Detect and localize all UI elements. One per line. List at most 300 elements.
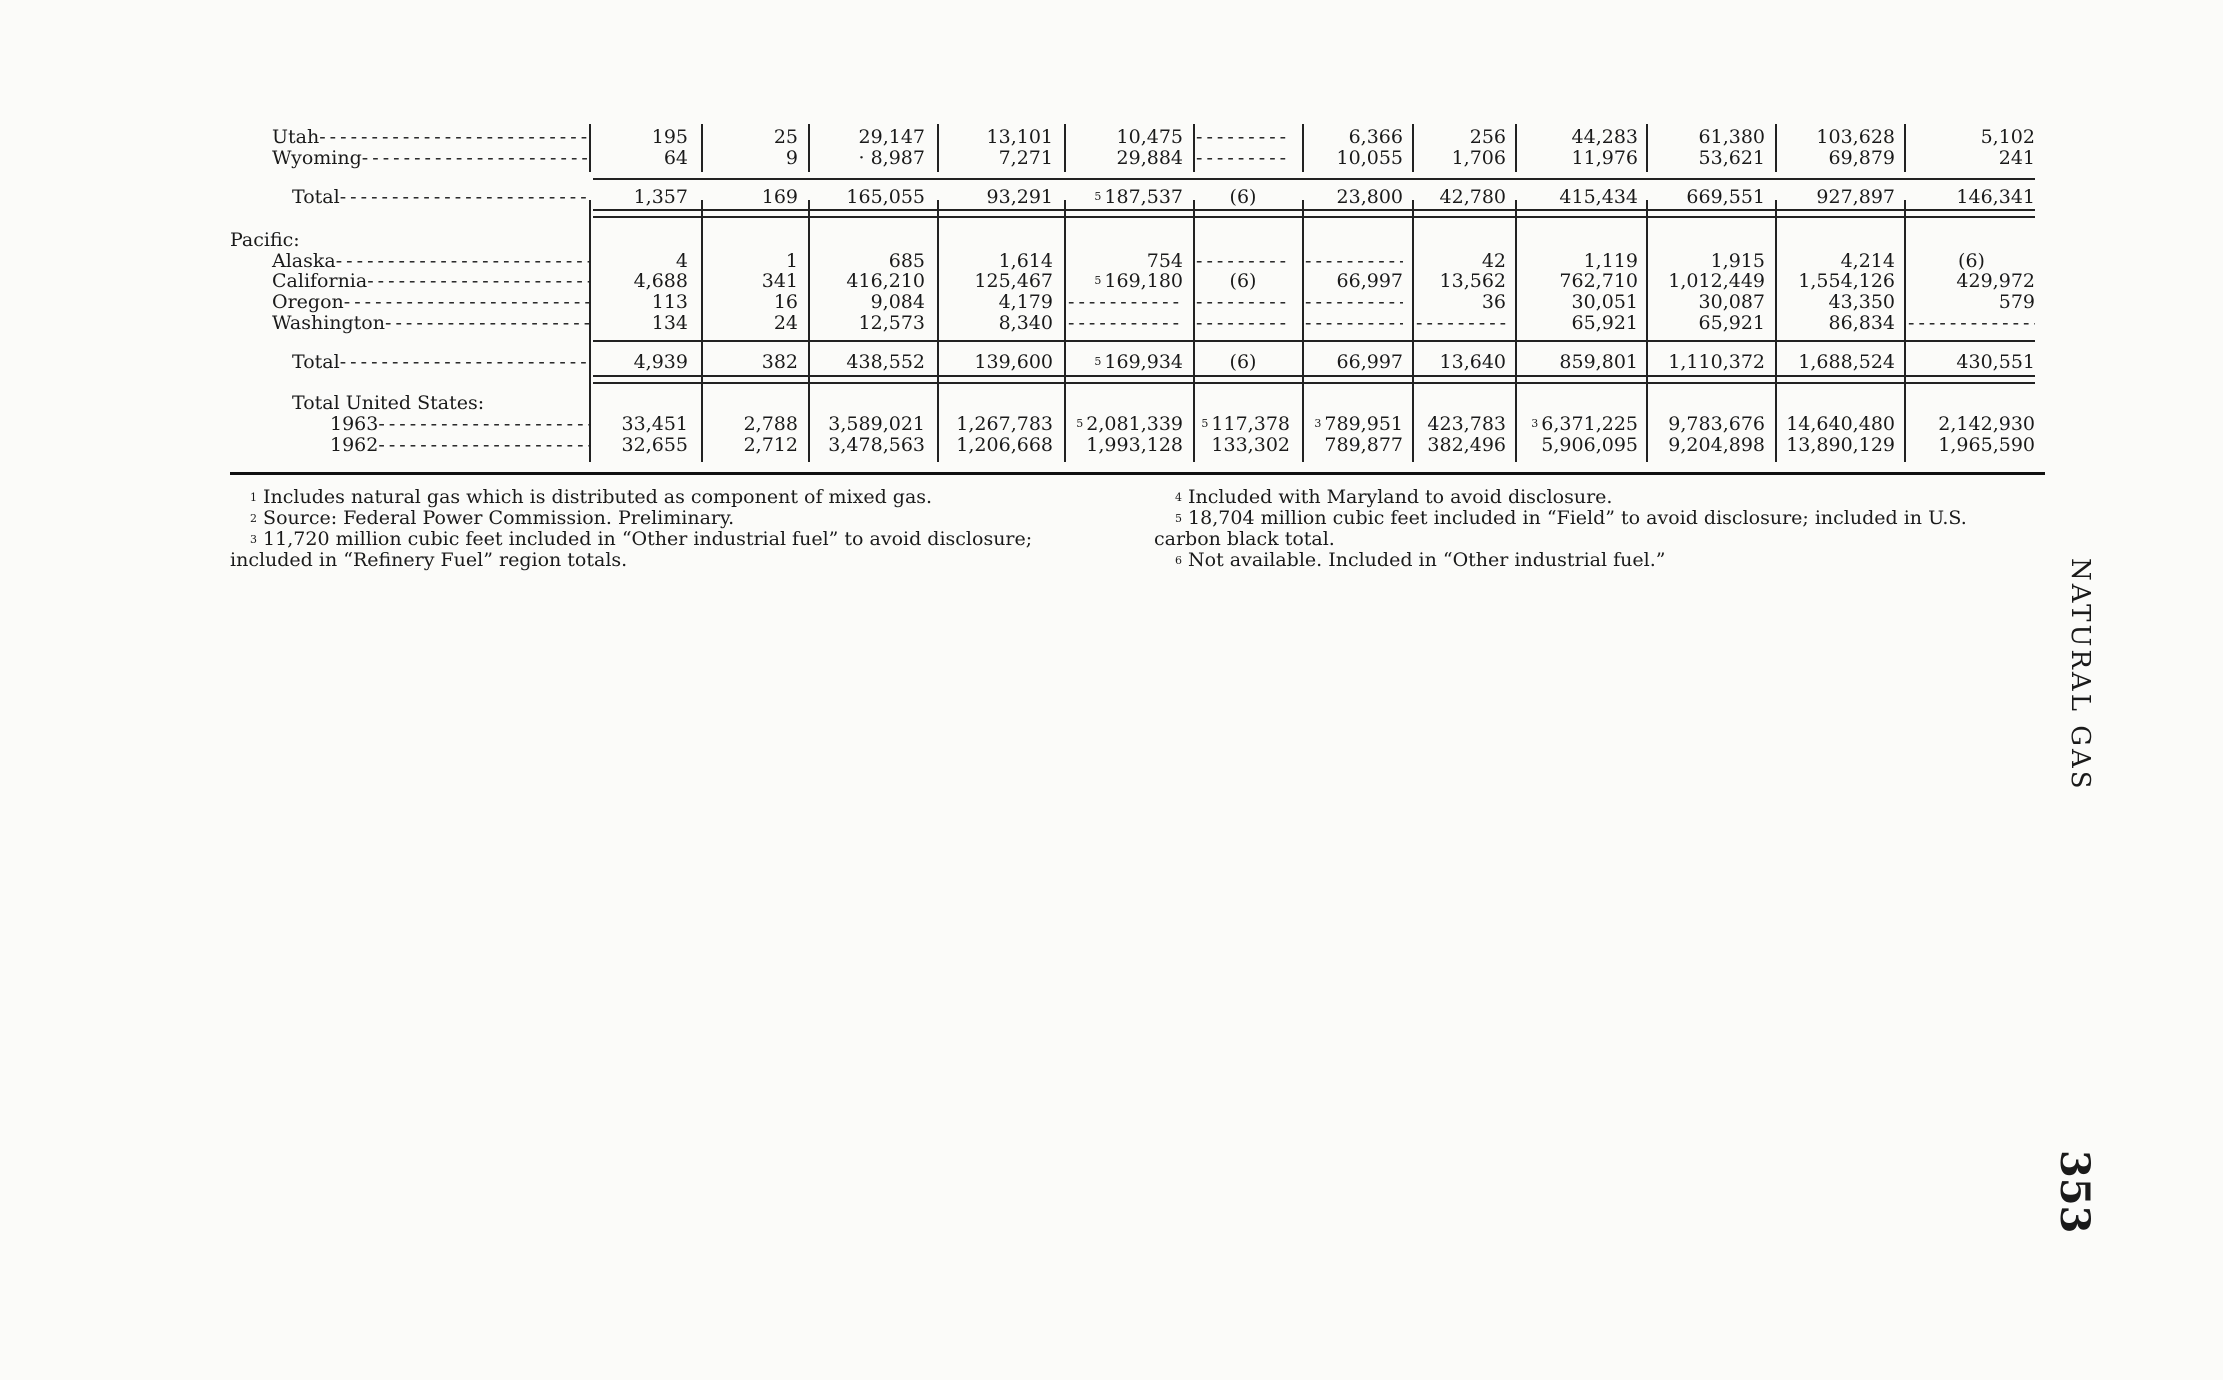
cell-value: 33,451 — [621, 413, 688, 435]
cell-value: 29,884 — [1116, 147, 1183, 169]
cell-value: 146,341 — [1956, 186, 2035, 208]
table-cell — [595, 126, 688, 148]
footnote-text: carbon black total. — [1154, 528, 1335, 550]
table-cell — [1650, 270, 1765, 292]
table-cell — [812, 250, 925, 272]
cell-value: 10,055 — [1336, 147, 1403, 169]
table-cell — [1305, 434, 1403, 456]
table-cell — [812, 186, 925, 208]
table-cell — [812, 126, 925, 148]
table-cell — [940, 291, 1053, 313]
cell-value: 789,951 — [1324, 413, 1403, 435]
cell-value: 4,688 — [633, 270, 688, 292]
table-row — [230, 351, 2045, 373]
footnote-marker: 5 — [1201, 417, 1209, 430]
cell-value: 579 — [1998, 291, 2035, 313]
column-rule — [937, 200, 939, 462]
cell-value: 24 — [773, 312, 798, 334]
row-label — [230, 351, 590, 373]
running-head: NATURAL GAS — [2065, 558, 2095, 792]
footnote-marker: 5 — [1094, 355, 1102, 368]
table-cell — [1305, 126, 1403, 148]
footnote-number: 5 — [1175, 512, 1182, 525]
table-cell — [705, 270, 798, 292]
cell-value: 125,467 — [974, 270, 1053, 292]
table-cell — [1778, 186, 1895, 208]
row-label — [230, 392, 590, 414]
cell-value: 382,496 — [1427, 434, 1506, 456]
row-label — [230, 147, 590, 169]
cell-value: 139,600 — [974, 351, 1053, 373]
table-row — [230, 434, 2045, 456]
column-rule — [589, 200, 591, 462]
table-cell — [1908, 147, 2035, 169]
table-cell — [1778, 250, 1895, 272]
cell-value: 30,087 — [1698, 291, 1765, 313]
cell-value: 66,997 — [1336, 351, 1403, 373]
footnote-marker: 5 — [1094, 190, 1102, 203]
cell-value: 133,302 — [1211, 434, 1290, 456]
cell-value: 4,939 — [633, 351, 688, 373]
column-rule — [1064, 124, 1066, 172]
table-row — [230, 291, 2045, 313]
cell-value: 2,788 — [743, 413, 798, 435]
table-cell — [1518, 291, 1638, 313]
cell-value: 65,921 — [1571, 312, 1638, 334]
table-cell — [1518, 147, 1638, 169]
empty-cell — [1196, 250, 1290, 272]
table-cell — [812, 312, 925, 334]
cell-value: 169 — [761, 186, 798, 208]
cell-value: 4,179 — [998, 291, 1053, 313]
cell-value: 382 — [761, 351, 798, 373]
table-cell — [1908, 351, 2035, 373]
cell-value: 30,051 — [1571, 291, 1638, 313]
table-cell — [1778, 291, 1895, 313]
table-cell — [1650, 186, 1765, 208]
table-cell — [1518, 250, 1638, 272]
cell-value: 69,879 — [1828, 147, 1895, 169]
table-cell — [940, 434, 1053, 456]
footnote-number: 4 — [1175, 491, 1182, 504]
cell-value: 1,554,126 — [1798, 270, 1895, 292]
table-cell — [940, 312, 1053, 334]
cell-value: 36 — [1481, 291, 1506, 313]
table-row — [230, 413, 2045, 435]
table-cell — [1650, 312, 1765, 334]
cell-value: 4 — [675, 250, 688, 272]
cell-value: 42 — [1481, 250, 1506, 272]
table-cell — [812, 434, 925, 456]
table-cell — [1305, 351, 1403, 373]
column-rule — [1412, 200, 1414, 462]
cell-value: 11,976 — [1571, 147, 1638, 169]
table-cell — [1196, 434, 1290, 456]
footnote — [250, 487, 932, 508]
empty-cell — [1196, 291, 1290, 313]
table-cell — [595, 312, 688, 334]
table-cell — [1416, 126, 1506, 148]
cell-value: 9 — [785, 147, 798, 169]
table-row — [230, 250, 2045, 272]
total-rule — [593, 178, 2035, 180]
table-cell — [705, 126, 798, 148]
cell-value: 416,210 — [846, 270, 925, 292]
table-cell — [1416, 291, 1506, 313]
cell-value: 1,110,372 — [1668, 351, 1765, 373]
footnote-text: Not available. Included in “Other industrial fuel.” — [1188, 549, 1666, 571]
table-cell — [705, 413, 798, 435]
table-cell — [1416, 270, 1506, 292]
column-rule — [937, 124, 939, 172]
footnote — [250, 508, 734, 529]
row-label-text: Pacific: — [230, 229, 300, 251]
cell-value: 415,434 — [1559, 186, 1638, 208]
table-cell — [940, 351, 1053, 373]
cell-value: 165,055 — [846, 186, 925, 208]
cell-value: 1,119 — [1583, 250, 1638, 272]
cell-value: 1,993,128 — [1086, 434, 1183, 456]
footnote-text: included in “Refinery Fuel” region totals. — [230, 549, 628, 571]
table-cell — [1305, 147, 1403, 169]
table-cell — [1778, 147, 1895, 169]
footnote-marker: 3 — [1314, 417, 1322, 430]
cell-value: 6,366 — [1348, 126, 1403, 148]
table-cell — [812, 291, 925, 313]
table-cell — [1908, 126, 2035, 148]
cell-value: 430,551 — [1956, 351, 2035, 373]
table-cell — [1650, 147, 1765, 169]
table-cell — [940, 270, 1053, 292]
table-cell — [595, 351, 688, 373]
column-rule — [701, 124, 703, 172]
cell-value: 64 — [663, 147, 688, 169]
cell-value: 1,267,783 — [956, 413, 1053, 435]
table-cell — [1196, 270, 1290, 292]
row-label — [230, 312, 590, 334]
table-cell — [1778, 434, 1895, 456]
table-cell — [705, 147, 798, 169]
cell-value: 3,478,563 — [828, 434, 925, 456]
table-cell — [1778, 126, 1895, 148]
cell-value: 43,350 — [1828, 291, 1895, 313]
cell-value: 16 — [773, 291, 798, 313]
cell-value: 2,081,339 — [1086, 413, 1183, 435]
column-rule — [1775, 124, 1777, 172]
cell-value: 1,706 — [1451, 147, 1506, 169]
footnote-marker: 5 — [1094, 274, 1102, 287]
row-label-text: Oregon — [272, 291, 344, 313]
table-cell — [1908, 291, 2035, 313]
table-row — [230, 147, 2045, 169]
table-cell — [1416, 434, 1506, 456]
cell-value: 66,997 — [1336, 270, 1403, 292]
column-rule — [1515, 200, 1517, 462]
cell-value: 341 — [761, 270, 798, 292]
column-rule — [1515, 124, 1517, 172]
cell-value: 65,921 — [1698, 312, 1765, 334]
cell-value: 86,834 — [1828, 312, 1895, 334]
cell-value: 1,012,449 — [1668, 270, 1765, 292]
column-rule — [1302, 200, 1304, 462]
cell-value: 12,573 — [858, 312, 925, 334]
table-cell — [1196, 351, 1290, 373]
cell-value: 429,972 — [1956, 270, 2035, 292]
cell-value: 113 — [651, 291, 688, 313]
cell-value: 927,897 — [1816, 186, 1895, 208]
table-cell — [1518, 434, 1638, 456]
table-cell — [812, 413, 925, 435]
cell-value: 195 — [651, 126, 688, 148]
cell-value: (6) — [1229, 186, 1257, 208]
cell-value: 13,562 — [1439, 270, 1506, 292]
footnote — [1175, 508, 1967, 529]
cell-value: 134 — [651, 312, 688, 334]
cell-value: 5,906,095 — [1541, 434, 1638, 456]
row-label-text: California — [272, 270, 368, 292]
page-number: 353 — [2051, 1150, 2098, 1234]
table-cell — [1068, 434, 1183, 456]
cell-value: 241 — [1998, 147, 2035, 169]
empty-cell — [1908, 312, 2035, 334]
row-label-text: Wyoming — [272, 147, 362, 169]
column-rule — [1064, 200, 1066, 462]
footnote-text: Includes natural gas which is distributed as component of mixed gas. — [263, 486, 933, 508]
column-rule — [589, 342, 591, 382]
cell-value: 438,552 — [846, 351, 925, 373]
empty-cell — [1196, 147, 1290, 169]
cell-value: 423,783 — [1427, 413, 1506, 435]
cell-value: (6) — [1229, 351, 1257, 373]
column-rule — [1646, 200, 1648, 462]
table-cell — [1908, 250, 2035, 272]
cell-value: 3,589,021 — [828, 413, 925, 435]
table-row — [230, 312, 2045, 334]
table-cell — [1518, 312, 1638, 334]
footnote-number: 1 — [250, 491, 257, 504]
cell-value: 1,915 — [1710, 250, 1765, 272]
row-label-text: Total — [292, 351, 340, 373]
footnote-text: 18,704 million cubic feet included in “Field” to avoid disclosure; included in U.S. — [1188, 507, 1967, 529]
cell-value: 4,214 — [1840, 250, 1895, 272]
table-cell — [940, 147, 1053, 169]
footnote-number: 2 — [250, 512, 257, 525]
column-rule — [1904, 200, 1906, 462]
table-cell — [1650, 434, 1765, 456]
cell-value: 859,801 — [1559, 351, 1638, 373]
cell-value: 7,271 — [998, 147, 1053, 169]
cell-value: (6) — [1958, 250, 1985, 272]
table-cell — [812, 270, 925, 292]
row-label — [230, 229, 590, 251]
table-cell — [705, 291, 798, 313]
row-label-text: Total United States: — [292, 392, 485, 414]
table-cell — [940, 250, 1053, 272]
row-label-text: Alaska — [272, 250, 336, 272]
cell-value: 5,102 — [1980, 126, 2035, 148]
column-rule — [1412, 124, 1414, 172]
cell-value: · 8,987 — [858, 147, 925, 169]
table-cell — [1068, 250, 1183, 272]
row-label — [230, 270, 590, 292]
cell-value: 1,614 — [998, 250, 1053, 272]
table-cell — [595, 434, 688, 456]
table-cell — [1650, 351, 1765, 373]
cell-value: 29,147 — [858, 126, 925, 148]
table-cell — [595, 270, 688, 292]
cell-value: 6,371,225 — [1541, 413, 1638, 435]
table-cell — [595, 291, 688, 313]
table-cell — [1650, 250, 1765, 272]
cell-value: 93,291 — [986, 186, 1053, 208]
column-rule — [1646, 124, 1648, 172]
cell-value: 789,877 — [1324, 434, 1403, 456]
cell-value: 1 — [785, 250, 798, 272]
column-rule — [1193, 124, 1195, 172]
cell-value: 2,142,930 — [1938, 413, 2035, 435]
total-rule — [593, 375, 2035, 384]
table-bottom-rule — [230, 472, 2045, 475]
table-cell — [940, 126, 1053, 148]
row-label — [230, 413, 590, 435]
cell-value: 1,688,524 — [1798, 351, 1895, 373]
table-cell — [1196, 186, 1290, 208]
cell-value: 13,890,129 — [1786, 434, 1895, 456]
table-cell — [1908, 434, 2035, 456]
footnote-marker: 3 — [1531, 417, 1539, 430]
table-cell — [595, 186, 688, 208]
table-cell — [1650, 126, 1765, 148]
column-rule — [808, 124, 810, 172]
cell-value: 9,204,898 — [1668, 434, 1765, 456]
table-cell — [812, 351, 925, 373]
cell-value: 13,640 — [1439, 351, 1506, 373]
table-cell — [1908, 413, 2035, 435]
cell-value: 61,380 — [1698, 126, 1765, 148]
table-cell — [1778, 413, 1895, 435]
table-cell — [1778, 351, 1895, 373]
cell-value: 13,101 — [986, 126, 1053, 148]
table-cell — [1305, 270, 1403, 292]
empty-cell — [1305, 250, 1403, 272]
cell-value: 53,621 — [1698, 147, 1765, 169]
cell-value: 9,084 — [870, 291, 925, 313]
table-cell — [1068, 126, 1183, 148]
empty-cell — [1416, 312, 1506, 334]
table-cell — [1908, 270, 2035, 292]
footnote-text: 11,720 million cubic feet included in “Other industrial fuel” to avoid disclosure; — [263, 528, 1033, 550]
table-cell — [705, 434, 798, 456]
cell-value: (6) — [1229, 270, 1257, 292]
table-row — [230, 270, 2045, 292]
total-rule — [593, 209, 2035, 218]
empty-cell — [1196, 312, 1290, 334]
table-row — [230, 229, 2045, 251]
table-cell — [1518, 413, 1638, 435]
row-label-text: 1962 — [330, 434, 379, 456]
table-cell — [1305, 186, 1403, 208]
column-rule — [1904, 124, 1906, 172]
table-cell — [1068, 413, 1183, 435]
footnote-number: 6 — [1175, 554, 1182, 567]
footnote-text: Source: Federal Power Commission. Preliminary. — [263, 507, 735, 529]
table-cell — [1305, 413, 1403, 435]
row-label-text: Washington — [272, 312, 385, 334]
footnote-marker: 5 — [1076, 417, 1084, 430]
table-cell — [1416, 250, 1506, 272]
cell-value: 103,628 — [1816, 126, 1895, 148]
row-label — [230, 250, 590, 272]
cell-value: 169,180 — [1104, 270, 1183, 292]
table-cell — [1196, 413, 1290, 435]
cell-value: 25 — [773, 126, 798, 148]
empty-cell — [1068, 291, 1183, 313]
footnote-number: 3 — [250, 533, 257, 546]
table-cell — [940, 413, 1053, 435]
row-label — [230, 126, 590, 148]
footnote — [1175, 487, 1612, 508]
table-row — [230, 186, 2045, 208]
table-cell — [940, 186, 1053, 208]
column-rule — [1775, 200, 1777, 462]
cell-value: 187,537 — [1104, 186, 1183, 208]
footnote — [1154, 529, 1335, 550]
cell-value: 754 — [1146, 250, 1183, 272]
footnote — [230, 550, 627, 571]
cell-value: 23,800 — [1336, 186, 1403, 208]
cell-value: 14,640,480 — [1786, 413, 1895, 435]
cell-value: 685 — [888, 250, 925, 272]
footnote-text: Included with Maryland to avoid disclosure. — [1188, 486, 1613, 508]
cell-value: 2,712 — [743, 434, 798, 456]
column-rule — [589, 124, 591, 172]
table-cell — [1908, 186, 2035, 208]
table-cell — [1416, 351, 1506, 373]
table-cell — [1778, 312, 1895, 334]
cell-value: 8,340 — [998, 312, 1053, 334]
row-label-text: Utah — [272, 126, 320, 148]
footnote — [1175, 550, 1665, 571]
table-cell — [705, 312, 798, 334]
cell-value: 1,357 — [633, 186, 688, 208]
table-cell — [1518, 126, 1638, 148]
row-label — [230, 186, 590, 208]
cell-value: 44,283 — [1571, 126, 1638, 148]
empty-cell — [1305, 312, 1403, 334]
cell-value: 169,934 — [1104, 351, 1183, 373]
row-label-text: Total — [292, 186, 340, 208]
table-cell — [1650, 291, 1765, 313]
row-label — [230, 434, 590, 456]
table-cell — [1068, 351, 1183, 373]
cell-value: 10,475 — [1116, 126, 1183, 148]
column-rule — [701, 200, 703, 462]
table-cell — [1518, 270, 1638, 292]
table-cell — [1068, 270, 1183, 292]
table-cell — [1416, 147, 1506, 169]
table-cell — [1416, 413, 1506, 435]
column-rule — [1302, 124, 1304, 172]
row-label-text: 1963 — [330, 413, 379, 435]
table-cell — [705, 250, 798, 272]
table-cell — [1068, 186, 1183, 208]
empty-cell — [1305, 291, 1403, 313]
footnote — [250, 529, 1032, 550]
table-cell — [1068, 147, 1183, 169]
table-cell — [595, 147, 688, 169]
cell-value: 669,551 — [1686, 186, 1765, 208]
cell-value: 1,206,668 — [956, 434, 1053, 456]
